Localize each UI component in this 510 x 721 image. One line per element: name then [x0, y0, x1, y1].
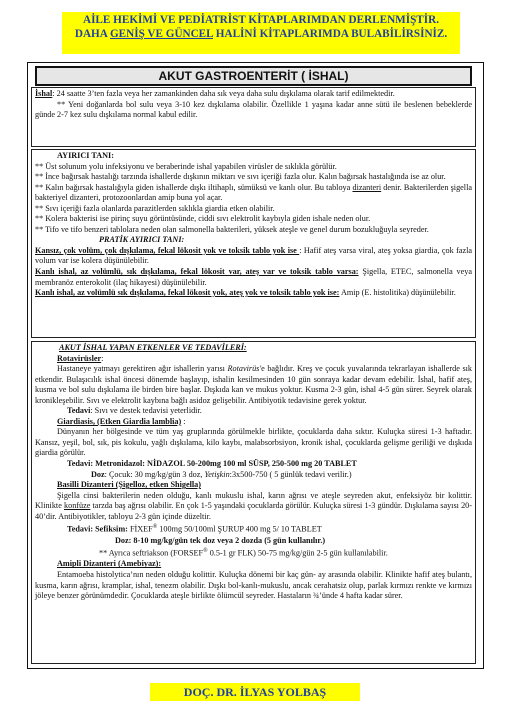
banner-line-2-a: DAHA	[74, 28, 110, 40]
newborn-note: ** Yeni doğanlarda bol sulu veya 3-10 kez dışkılama olabilir. Özellikle 1 yaşına kadar anne sütü ile beslenen bebeklerde günde 2-7 kez sulu dışkılama normal kabul edilir.	[35, 99, 472, 120]
giardia-dose-label: Doz	[91, 469, 105, 479]
registered-mark-1: ®	[152, 524, 158, 531]
amoeba-paragraph: Entamoeba histolytica’nın neden olduğu kolittir. Kuluçka dönemi bir kaç gün- ay arasında olabilir. Klinikte hafif ateş bulantı, kusma, karın ağrısı, kramplar, ishal, tenezm olabilir. Dışkı bol-kanlı-mukuslu, ancak cerahatsiz olup, parlak kırmızı renkte ve kırmızı jöleye benzer görünümdedir. Çocuklarda ateşle birlikte ölümcül seyreder. Hastaların ¾’ünde 4 hafta kadar sürer.	[35, 569, 472, 601]
registered-mark-2: ®	[203, 548, 208, 555]
rotavirus-text-b: e bağlıdır. Kreş ve çocuk yuvalarında tekrarlayan ishallerde sık etkendir. Bulaşıcılık ishal öncesi dönemde başlayıp, ishalin kesilmesinden 10 gün sonraya kadar devam edebilir. İshal, hafif ateş, kusma ve bol sulu dışkılama ile birden bire başlar. Dışkıda kan ve mukus yoktur. Kusma 2-3 gün, ishal 4-5 gün sürer. Seyrek olarak kronikleşebilir. Sıvı ve elektrolit kaybına bağlı asidoz gelişebilir. Antibiyotik tedavisine gerek yoktur.	[35, 364, 473, 405]
ceftriaxone-b: 0.5-1 gr FLK) 50-75 mg/kg/gün 2-5 gün kullanılabilir.	[207, 548, 388, 558]
giardia-paragraph: Dünyanın her bölgesinde ve tüm yaş gruplarında görülmekle birlikte, çocuklarda daha sıktır. Kuluçka süresi 1-3 haftadır. Kansız, yeşil, bol, sık, pis kokulu, yağlı dışkılama, kilo kaybı, malabsorbsiyon, kronik ishal, çocuklarda gelişme geriliği ve dışkıda giardia görülür.	[35, 427, 472, 458]
shigella-dose: Doz: 8-10 mg/kg/gün tek doz veya 2 dozda (5 gün kullanılır.)	[115, 535, 326, 545]
dysentery-term: dizanteri	[352, 182, 382, 192]
differential-heading: AYIRICI TANI:	[57, 151, 114, 160]
banner-line-2	[62, 27, 460, 41]
diff-line-3-a: ** Kalın bağırsak hastalığıyla giden ishallerde dışkı iltihaplı, sümüksü ve kanlı olur. Bu tabloya	[35, 182, 353, 192]
giardia-title-text: Giardiasis, (Etken Giardia lamblia)	[57, 416, 182, 426]
definition-box	[31, 87, 476, 147]
shigella-title	[35, 480, 472, 491]
giardia-dose-a: : Çocuk: 30 mg/kg/gün 3 doz,	[104, 469, 205, 479]
banner-line-2-c: HALİNİ KİTAPLARIMDA BULABİLİRSİNİZ.	[212, 28, 448, 40]
rule-1-condition: Kansız, çok volüm, çok dışkılama, fekal lökosit yok ve toksik tablo yok ise	[35, 245, 300, 255]
definition-term: İshal	[35, 89, 53, 98]
giardia-title: Giardiasis, (Etken Giardia lamblia) :	[57, 416, 186, 426]
rotavirus-italic: Rotavirüs'	[227, 364, 262, 374]
definition-text: : 24 saatte 3’ten fazla veya her zamankinden daha sık veya daha sulu dışkılama olarak tarif edilmektedir.	[52, 89, 395, 98]
rotavirus-treatment-text: : Sıvı ve destek tedavisi yeterlidir.	[90, 406, 202, 416]
rotavirus-text-a: Hastaneye yatmayı gerektiren ağır ishallerin yarısı	[57, 364, 228, 374]
giardia-dose-b: :3x500-750 ( 5 günlük tedavi verilir.)	[229, 469, 352, 479]
practical-rule-3	[35, 288, 472, 299]
ceftriaxone-a: ** Ayrıca seftriakson (FORSEF	[99, 548, 204, 558]
diff-line-5: ** Kolera bakterisi ise pirinç suyu görüntüsünde, ciddi sıvı elektrolit kaybıyla giden ishale neden olur.	[35, 214, 371, 224]
giardia-dose	[35, 470, 472, 481]
diff-line-1: ** Üst solunum yolu infeksiyonu ve beraberinde ishal yapabilen virüsler de sıklıkla görülür.	[35, 161, 337, 171]
amoeba-title-text: Amipli Dizanteri (Amebiyaz):	[57, 559, 162, 569]
practical-rule-2	[35, 267, 472, 288]
diff-line-3	[35, 183, 472, 204]
rotavirus-paragraph	[35, 364, 472, 406]
rule-3-condition: Kanlı ishal, az volümlü sık dışkılama, fekal lökosit yok, ateş yok ve toksik tablo yok ise:	[35, 288, 340, 298]
header-banner	[62, 12, 460, 54]
rotavirus-treatment-label: Tedavi	[67, 406, 91, 416]
rotavirus-title: Rotavirüsler:	[57, 353, 104, 363]
giardia-treatment-text: : Metronidazol: NİDAZOL 50-200mg 100 ml SÜSP, 250-500 mg 20 TABLET	[90, 459, 357, 469]
shigella-paragraph	[35, 491, 472, 523]
rule-2-result: Şigella, ETEC, salmonella veya membranöz enterokolit (ilaç hikayesi) düşünülebilir.	[35, 267, 472, 287]
giardia-dose-adult: Yetişkin	[204, 469, 230, 479]
giardia-treatment-label: Tedavi	[67, 459, 91, 469]
diff-line-4: ** Sıvı içeriği fazla olanlarda parazitlerden sıklıkla giardia etken olabilir.	[35, 203, 275, 213]
shigella-title-text: Basilli Dizanteri (Şigelloz, etken Shigella)	[57, 480, 201, 490]
shigella-drug-forms: 100mg 50/100ml ŞURUP 400 mg 5/ 10 TABLET	[157, 525, 322, 535]
diff-line-2: ** İnce bağırsak hastalığı tarzında ishallerde dışkının miktarı ve sıvı içeriği fazla olur. Kalın bağırsak hastalığında ise az olur.	[35, 172, 446, 182]
shigella-text-b: tarzda baş ağrısı olabilir. En çok 1-5 yaşındaki çocuklarda görülür. Kuluçka süresi 1-3 gündür. Dışkılama sayısı 20-40’dir. Antibiyotikler, tabloyu 2-3 gün içinde düzeltir.	[35, 501, 472, 521]
agents-treatment-box	[31, 341, 476, 664]
amoeba-title	[35, 559, 472, 570]
shigella-confused: konfüze	[64, 501, 91, 511]
shigella-treatment-label: Tedavi: Sefiksim:	[67, 525, 128, 535]
giardia-treatment	[35, 459, 472, 470]
banner-line-2-underlined: GENİŞ VE GÜNCEL	[109, 28, 213, 40]
practical-heading: PRATİK AYIRICI TANI:	[99, 235, 185, 245]
shigella-drug: FİXEF	[127, 525, 153, 535]
rule-1-result: : Hafif ateş varsa viral, ateş yoksa giardia, çok fazla volum var ise kolera düşünülebilir.	[35, 245, 473, 266]
rotavirus-title-text: Rotavirüsler	[57, 353, 102, 363]
banner-line-1: AİLE HEKİMİ VE PEDİATRİST KİTAPLARIMDAN DERLENMİŞTİR.	[83, 14, 439, 26]
shigella-alternative	[35, 546, 472, 559]
diff-line-3-c: denir. Bakterilerden şigella bakteriyel dizanteri, protozoonlardan amip buna yol açar.	[35, 182, 472, 203]
rotavirus-treatment	[35, 406, 472, 417]
definition-paragraph	[35, 89, 472, 100]
shigella-text-a: Şigella cinsi bakterilerin neden olduğu, kanlı mukuslu ishal, karın ağrısı ve ateşle seyreden akut, enfeksiyöz bir kolittir. Klinikte	[35, 490, 472, 511]
agents-heading: AKUT İSHAL YAPAN ETKENLER VE TEDAVİLERİ:	[59, 343, 247, 352]
author-name: DOÇ. DR. İLYAS YOLBAŞ	[150, 683, 360, 701]
differential-diagnosis-box	[31, 149, 476, 338]
rule-2-condition: Kanlı ishal, az volümlü, sık dışkılama, fekal lökosit var, ateş var ve toksik tablo varsa:	[35, 267, 359, 277]
practical-rule-1	[35, 246, 472, 267]
page-title: AKUT GASTROENTERİT ( İSHAL)	[35, 66, 472, 86]
shigella-treatment	[35, 522, 472, 535]
diff-line-6: ** Tifo ve tifo benzeri tablolara neden olan salmonella bakterileri, yüksek ateşle ve genel durum bozukluğuyla seyreder.	[35, 224, 429, 234]
rule-3-result: Amip (E. histolitika) düşünülebilir.	[339, 288, 456, 298]
